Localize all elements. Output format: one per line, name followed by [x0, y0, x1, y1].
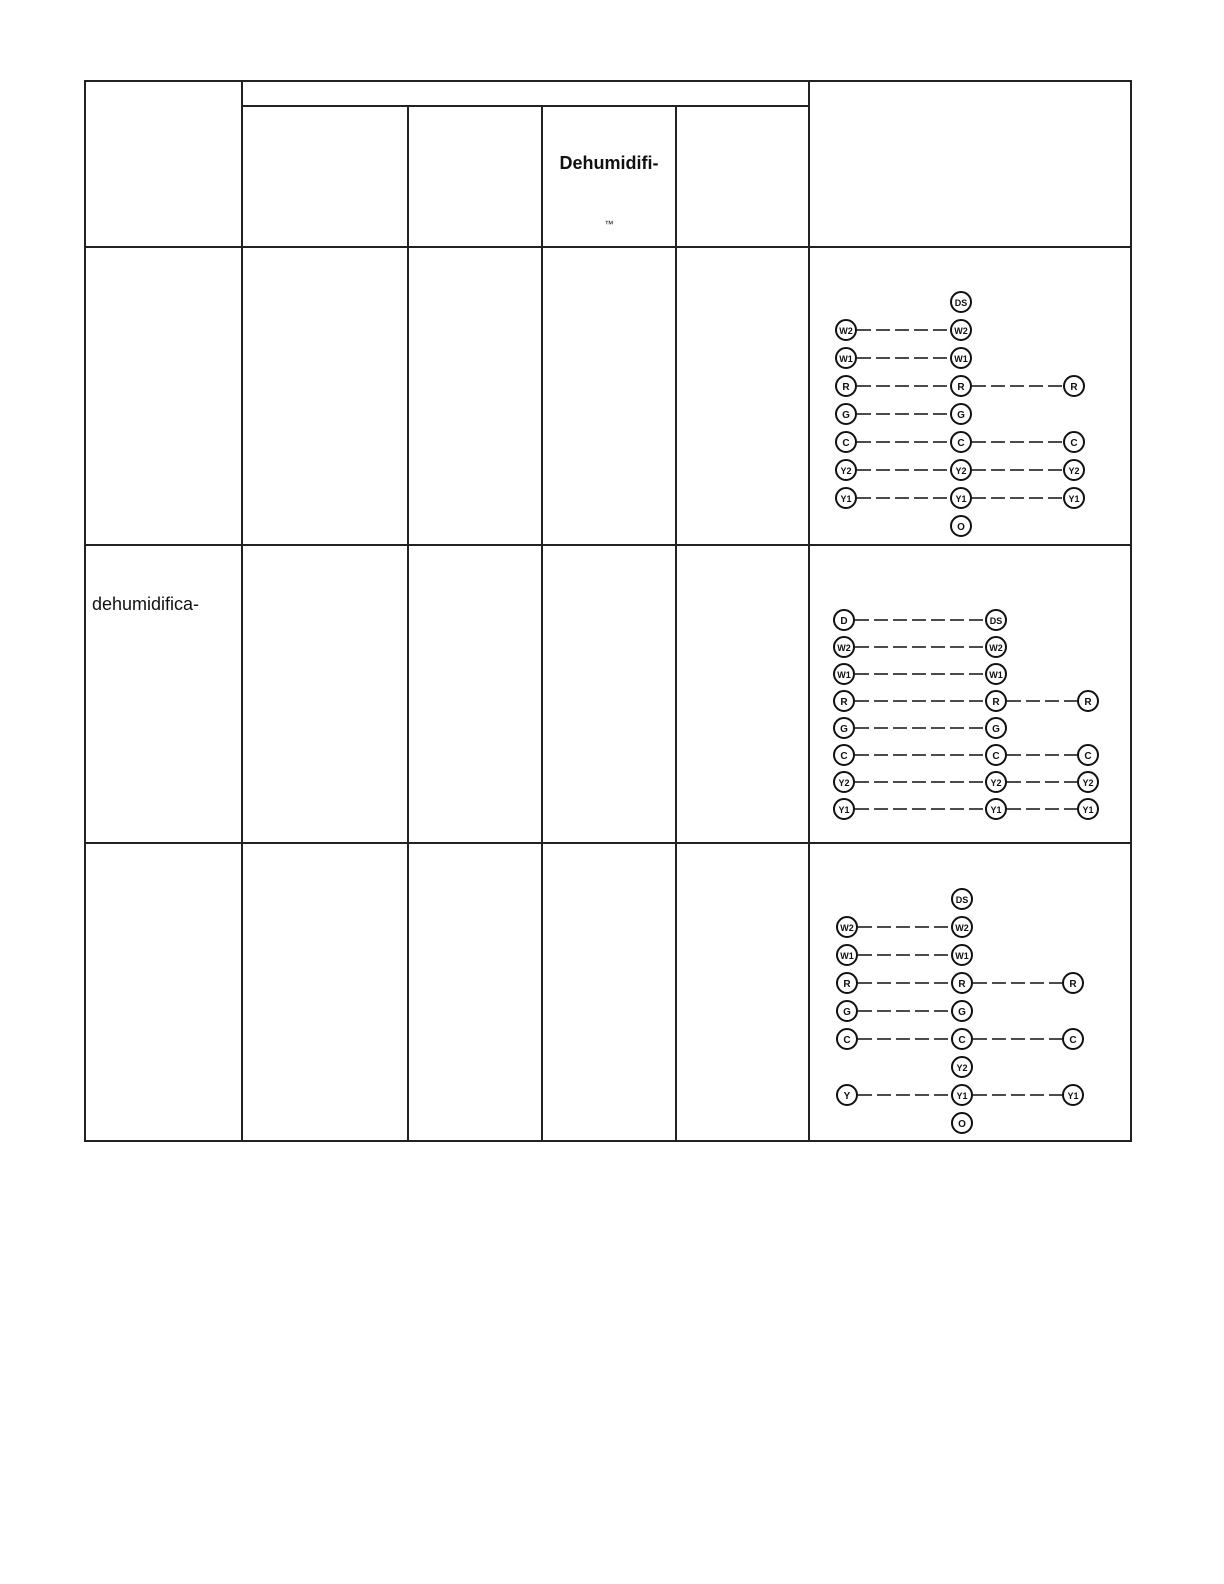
- value-cell: [676, 247, 809, 545]
- thermostat-terminal: [834, 610, 854, 630]
- control-board-terminal: [986, 637, 1006, 657]
- table-row: [85, 843, 1131, 1141]
- control-board-terminal: [986, 799, 1006, 819]
- terminal-label: DS: [954, 298, 968, 309]
- wiring-diagram-cell: [809, 247, 1131, 545]
- thermostat-terminal: [836, 320, 856, 340]
- terminal-label: C: [958, 1035, 966, 1047]
- control-board-terminal: [952, 1085, 972, 1105]
- value-cell: [676, 545, 809, 843]
- terminal-label: Y2: [990, 778, 1002, 789]
- value-cell: [242, 545, 408, 843]
- terminal-label: W2: [955, 923, 969, 934]
- control-board-terminal: [986, 772, 1006, 792]
- subhead-cell-4: [676, 106, 809, 247]
- control-board-terminal: [986, 664, 1006, 684]
- terminal-label: Y2: [1082, 778, 1094, 789]
- terminal-label: Y1: [956, 1091, 968, 1102]
- control-board-terminal: [951, 376, 971, 396]
- value-cell: [408, 247, 542, 545]
- thermostat-terminal: [837, 973, 857, 993]
- terminal-label: Y2: [838, 778, 850, 789]
- control-board-terminal: [951, 404, 971, 424]
- terminal-label: C: [1070, 438, 1078, 450]
- outdoor-unit-terminal: [1063, 1029, 1083, 1049]
- diagram-header-cell: [809, 81, 1131, 247]
- outdoor-unit-terminal: [1064, 376, 1084, 396]
- terminal-label: Y2: [1068, 466, 1080, 477]
- terminal-label: R: [843, 979, 851, 991]
- mode-cell: [85, 247, 242, 545]
- terminal-label: DS: [955, 895, 969, 906]
- terminal-label: W2: [989, 643, 1003, 654]
- thermostat-terminal: [837, 1001, 857, 1021]
- thermostat-terminal: [836, 376, 856, 396]
- table-row: [85, 545, 1131, 843]
- control-board-terminal: [986, 718, 1006, 738]
- trademark-mark: ™: [604, 219, 614, 230]
- terminal-label: W2: [837, 643, 851, 654]
- terminal-label: O: [957, 522, 965, 534]
- terminal-label: C: [843, 1035, 851, 1047]
- terminal-label: Y2: [955, 466, 967, 477]
- terminal-label: W1: [954, 354, 968, 365]
- subhead-dehumidification: Dehumidifi-: [559, 153, 659, 174]
- control-board-terminal: [951, 460, 971, 480]
- terminal-label: Y1: [1068, 494, 1080, 505]
- mode-header-cell: [85, 81, 242, 247]
- control-board-terminal: [986, 610, 1006, 630]
- wiring-diagram: [810, 546, 1132, 843]
- terminal-label: D: [840, 616, 848, 628]
- terminal-label: G: [958, 1007, 966, 1019]
- control-board-terminal: [952, 945, 972, 965]
- terminal-label: C: [1084, 751, 1092, 763]
- terminal-label: R: [958, 979, 966, 991]
- thermostat-terminal: [834, 799, 854, 819]
- terminal-label: W1: [837, 670, 851, 681]
- terminal-label: C: [957, 438, 965, 450]
- outdoor-unit-terminal: [1078, 691, 1098, 711]
- value-cell: [408, 545, 542, 843]
- thermostat-terminal: [834, 772, 854, 792]
- terminal-label: G: [843, 1007, 851, 1019]
- terminal-label: Y1: [955, 494, 967, 505]
- mode-cell: [85, 843, 242, 1141]
- terminal-label: W2: [840, 923, 854, 934]
- thermostat-terminal: [836, 460, 856, 480]
- value-cell: [242, 843, 408, 1141]
- mode-cell: [85, 545, 242, 843]
- control-board-terminal: [952, 973, 972, 993]
- terminal-label: G: [992, 724, 1000, 736]
- value-cell: [542, 247, 676, 545]
- thermostat-terminal: [837, 945, 857, 965]
- outdoor-unit-terminal: [1063, 1085, 1083, 1105]
- control-board-terminal: [986, 691, 1006, 711]
- control-board-terminal: [952, 1029, 972, 1049]
- thermostat-terminal: [836, 432, 856, 452]
- thermostat-terminal: [837, 917, 857, 937]
- terminal-label: W1: [839, 354, 853, 365]
- outdoor-unit-terminal: [1078, 799, 1098, 819]
- thermostat-terminal: [834, 691, 854, 711]
- subhead-cell-2: [408, 106, 542, 247]
- terminal-label: W2: [954, 326, 968, 337]
- control-board-terminal: [952, 917, 972, 937]
- group-header-cell: [242, 81, 809, 106]
- wiring-diagram: [810, 844, 1132, 1141]
- terminal-label: G: [840, 724, 848, 736]
- control-board-terminal: [986, 745, 1006, 765]
- control-board-terminal: [951, 320, 971, 340]
- terminal-label: C: [992, 751, 1000, 763]
- value-cell: [542, 843, 676, 1141]
- control-board-terminal: [952, 1001, 972, 1021]
- thermostat-terminal: [834, 745, 854, 765]
- terminal-label: R: [1070, 382, 1078, 394]
- mode-label: dehumidifica-: [92, 594, 200, 615]
- terminal-label: Y: [843, 1091, 851, 1103]
- thermostat-terminal: [837, 1085, 857, 1105]
- control-board-terminal: [952, 1057, 972, 1077]
- control-board-terminal: [951, 488, 971, 508]
- thermostat-terminal: [834, 637, 854, 657]
- terminal-label: Y1: [1067, 1091, 1079, 1102]
- table-row: [85, 247, 1131, 545]
- terminal-label: Y1: [838, 805, 850, 816]
- subhead-cell-1: [242, 106, 408, 247]
- terminal-label: G: [957, 410, 965, 422]
- control-board-terminal: [951, 292, 971, 312]
- terminal-label: R: [957, 382, 965, 394]
- control-board-terminal: [951, 516, 971, 536]
- terminal-label: W1: [840, 951, 854, 962]
- outdoor-unit-terminal: [1078, 745, 1098, 765]
- value-cell: [408, 843, 542, 1141]
- terminal-label: DS: [989, 616, 1003, 627]
- terminal-label: Y1: [840, 494, 852, 505]
- thermostat-terminal: [836, 348, 856, 368]
- terminal-label: Y2: [840, 466, 852, 477]
- wiring-diagram-cell: [809, 843, 1131, 1141]
- outdoor-unit-terminal: [1064, 460, 1084, 480]
- thermostat-terminal: [834, 664, 854, 684]
- control-board-terminal: [951, 348, 971, 368]
- terminal-label: Y1: [1082, 805, 1094, 816]
- outdoor-unit-terminal: [1064, 432, 1084, 452]
- terminal-label: Y1: [990, 805, 1002, 816]
- thermostat-terminal: [836, 404, 856, 424]
- terminal-label: R: [1069, 979, 1077, 991]
- terminal-label: C: [842, 438, 850, 450]
- outdoor-unit-terminal: [1064, 488, 1084, 508]
- terminal-label: G: [842, 410, 850, 422]
- wiring-diagram-cell: [809, 545, 1131, 843]
- terminal-label: W2: [839, 326, 853, 337]
- thermostat-terminal: [834, 718, 854, 738]
- wiring-diagram: [810, 248, 1132, 545]
- control-board-terminal: [951, 432, 971, 452]
- outdoor-unit-terminal: [1078, 772, 1098, 792]
- thermostat-terminal: [837, 1029, 857, 1049]
- terminal-label: C: [840, 751, 848, 763]
- outdoor-unit-terminal: [1063, 973, 1083, 993]
- thermostat-terminal: [836, 488, 856, 508]
- terminal-label: R: [842, 382, 850, 394]
- terminal-label: R: [992, 697, 1000, 709]
- terminal-label: C: [1069, 1035, 1077, 1047]
- control-board-terminal: [952, 889, 972, 909]
- terminal-label: O: [958, 1119, 966, 1131]
- terminal-label: R: [840, 697, 848, 709]
- wiring-table: [84, 80, 1132, 1142]
- terminal-label: R: [1084, 697, 1092, 709]
- terminal-label: W1: [955, 951, 969, 962]
- terminal-label: Y2: [956, 1063, 968, 1074]
- subhead-cell-3: [542, 106, 676, 247]
- value-cell: [542, 545, 676, 843]
- value-cell: [242, 247, 408, 545]
- control-board-terminal: [952, 1113, 972, 1133]
- terminal-label: W1: [989, 670, 1003, 681]
- value-cell: [676, 843, 809, 1141]
